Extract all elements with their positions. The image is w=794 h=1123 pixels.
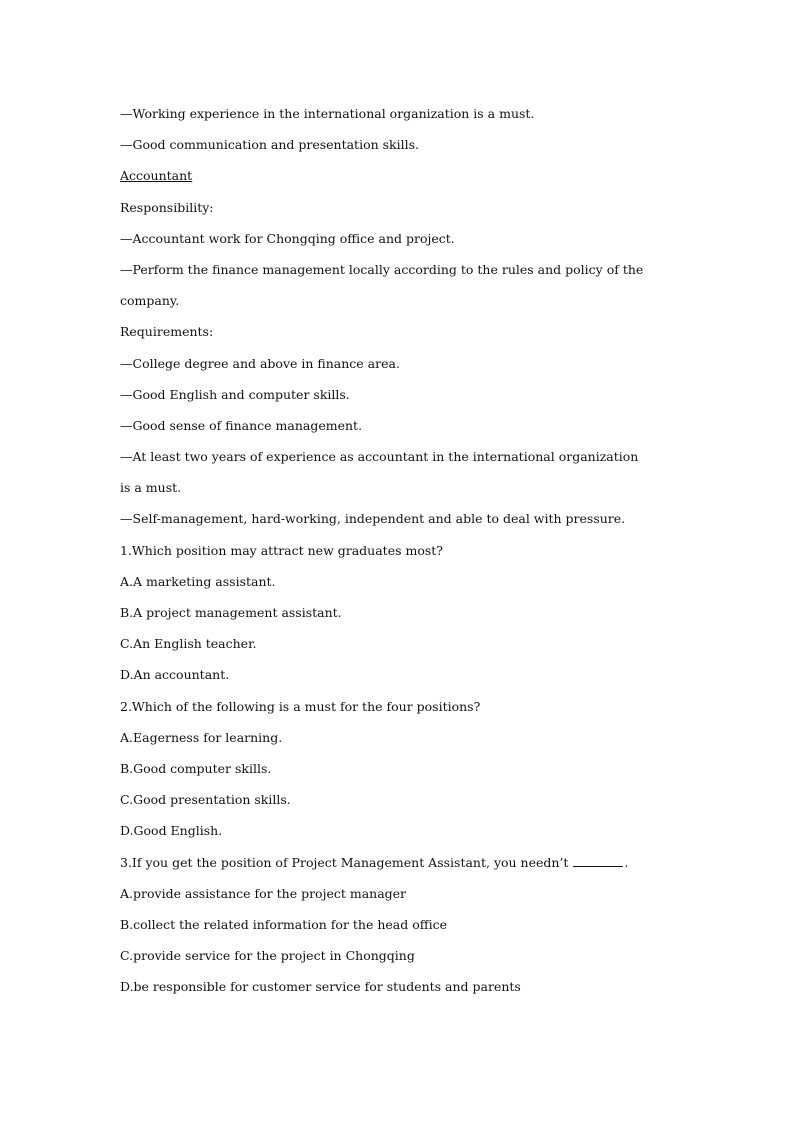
question-2: 2.Which of the following is a must for the four positions? (120, 698, 481, 714)
q2-option-a: A.Eagerness for learning. (120, 729, 283, 745)
question-1: 1.Which position may attract new graduates most? (120, 542, 444, 558)
label-responsibility: Responsibility: (120, 199, 214, 215)
question-3-text: 3.If you get the position of Project Management Assistant, you needn’t (120, 854, 573, 870)
q3-option-c: C.provide service for the project in Chongqing (120, 948, 415, 964)
q3-option-b: B.collect the related information for the head office (120, 916, 448, 932)
document-page (120, 98, 700, 1002)
q2-option-b: B.Good computer skills. (120, 760, 272, 776)
req2-line-1: —College degree and above in finance area. (120, 355, 400, 371)
req2-line-3: —Good sense of finance management. (120, 417, 363, 433)
label-requirements: Requirements: (120, 324, 214, 340)
q1-option-a: A.A marketing assistant. (120, 573, 276, 589)
question-3-end: . (624, 854, 629, 870)
q3-option-d: D.be responsible for customer service for students and parents (120, 979, 521, 995)
q1-option-b: B.A project management assistant. (120, 605, 342, 620)
resp-line-2: —Perform the finance management locally according to the rules and policy of the (120, 261, 644, 277)
q2-option-d: D.Good English. (120, 823, 223, 839)
q2-option-c: C.Good presentation skills. (120, 792, 291, 808)
req-line-1: —Working experience in the international organization is a must. (120, 106, 535, 121)
question-3 (120, 847, 700, 878)
q1-option-d: D.An accountant. (120, 667, 230, 683)
req2-line-2: —Good English and computer skills. (120, 386, 350, 402)
answer-blank (573, 854, 623, 866)
section-accountant (120, 160, 700, 191)
req-line-2: —Good communication and presentation skills. (120, 137, 419, 153)
resp-line-1: —Accountant work for Chongqing office and project. (120, 230, 455, 246)
section-accountant-title: Accountant (120, 168, 193, 184)
resp-line-2-cont: company. (120, 293, 180, 309)
req2-line-5: —Self-management, hard-working, independent and able to deal with pressure. (120, 511, 626, 527)
q3-option-a: A.provide assistance for the project manager (120, 885, 407, 901)
req2-line-4-cont: is a must. (120, 480, 182, 496)
q1-option-c: C.An English teacher. (120, 636, 257, 652)
req2-line-4: —At least two years of experience as accountant in the international organization (120, 449, 639, 465)
